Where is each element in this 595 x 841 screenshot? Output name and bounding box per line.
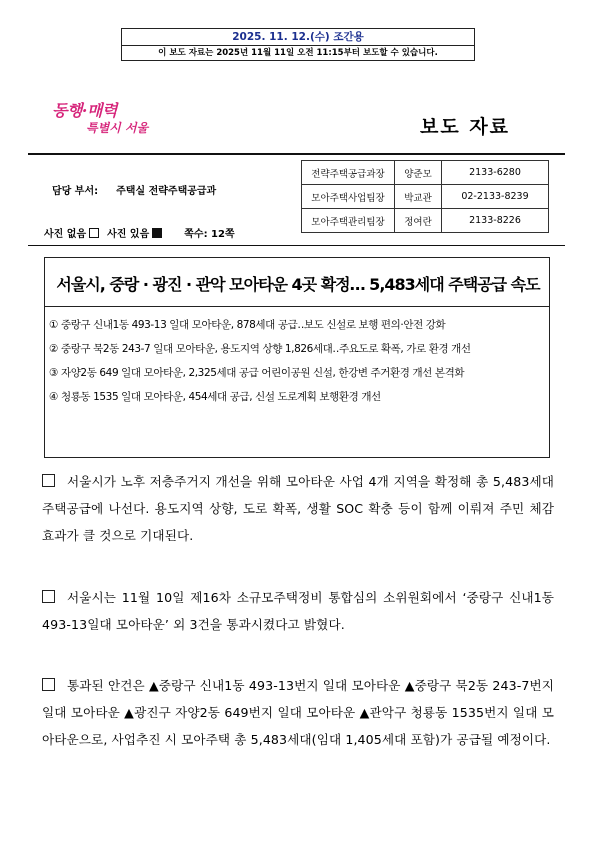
embargo-notice: 이 보도 자료는 2025년 11월 11일 오전 11:15부터 보도할 수 있습니다.: [158, 48, 438, 58]
contact-title: 전략주택공급과장: [302, 161, 395, 185]
bullet-box-icon: [42, 474, 55, 487]
paragraph-text: 서울시는 11월 10일 제16차 소규모주택정비 통합심의 소위원회에서 ‘중랑구 신내1동 493-13일대 모아타운’ 외 3건을 통과시켰다고 밝혔다.: [42, 590, 554, 632]
photo-none-label: 사진 없음: [44, 229, 87, 240]
bullet-box-icon: [42, 678, 55, 691]
body-paragraph: [42, 584, 554, 638]
contact-row: [302, 209, 549, 233]
subpoint: ① 중랑구 신내1동 493-13 일대 모아타운, 878세대 공급‥보도 신설로 보행 편의·안전 강화: [49, 319, 446, 331]
photo-yes-label: 사진 있음: [107, 229, 150, 240]
body-paragraph: [42, 672, 554, 753]
contact-phone: 2133-6280: [442, 161, 549, 185]
subpoint: ③ 자양2동 649 일대 모아타운, 2,325세대 공급 어린이공원 신설, 한강변 주거환경 개선 본격화: [49, 367, 465, 379]
contact-phone: 02-2133-8239: [442, 185, 549, 209]
contact-title: 모아주택관리팀장: [302, 209, 395, 233]
bullet-box-icon: [42, 590, 55, 603]
contact-title: 모아주택사업팀장: [302, 185, 395, 209]
headline: 서울시, 중랑 · 광진 · 관악 모아타운 4곳 확정… 5,483세대 주택공급 속도: [56, 275, 540, 294]
photo-info: [44, 225, 235, 240]
contact-row: [302, 161, 549, 185]
subpoint-list: [49, 313, 547, 409]
contact-name: 박교관: [395, 185, 442, 209]
seoul-logo: [52, 98, 170, 140]
photo-yes-checkbox: [152, 228, 162, 238]
department-label: 담당 부서:: [52, 186, 99, 197]
contact-name: 양준모: [395, 161, 442, 185]
contact-name: 정여란: [395, 209, 442, 233]
contact-phone: 2133-8226: [442, 209, 549, 233]
logo-city: 특별시 서울: [86, 121, 149, 135]
header-divider: [28, 153, 565, 155]
page-count: 쪽수: 12쪽: [184, 229, 235, 240]
subpoint: ② 중랑구 묵2동 243-7 일대 모아타운, 용도지역 상향 1,826세대‥주요도로 확폭, 가로 환경 개선: [49, 343, 471, 355]
info-divider: [28, 245, 565, 246]
body-paragraph: [42, 468, 554, 549]
paragraph-text: 통과된 안건은 ▲중랑구 신내1동 493-13번지 일대 모아타운 ▲중랑구 묵2동 243-7번지 일대 모아타운 ▲광진구 자양2동 649번지 일대 모아타운 ▲관악구 청룡동 1535번지 일대 모아타운으로, 사업추진 시 모아주택 총 5,483세대(임대 1,405세대 포함)가 공급될 예정이다.: [42, 678, 554, 747]
department-value: 주택실 전략주택공급과: [116, 186, 217, 197]
headline-divider: [45, 306, 549, 307]
release-date-box: [121, 28, 475, 61]
contact-table: [301, 160, 549, 233]
logo-slogan: 동행·매력: [52, 101, 117, 120]
photo-none-checkbox: [89, 228, 99, 238]
release-date: 2025. 11. 12.(수) 조간용: [122, 29, 474, 46]
department-info: [52, 182, 216, 197]
subpoint: ④ 청룡동 1535 일대 모아타운, 454세대 공급, 신설 도로계획 보행환경 개선: [49, 391, 381, 403]
contact-row: [302, 185, 549, 209]
headline-box: [44, 257, 550, 458]
paragraph-text: 서울시가 노후 저층주거지 개선을 위해 모아타운 사업 4개 지역을 확정해 총 5,483세대 주택공급에 나선다. 용도지역 상향, 도로 확폭, 생활 SOC 확충 등이 함께 이뤄져 주민 체감 효과가 클 것으로 기대된다.: [42, 474, 554, 543]
document-type-title: 보도 자료: [420, 116, 511, 138]
